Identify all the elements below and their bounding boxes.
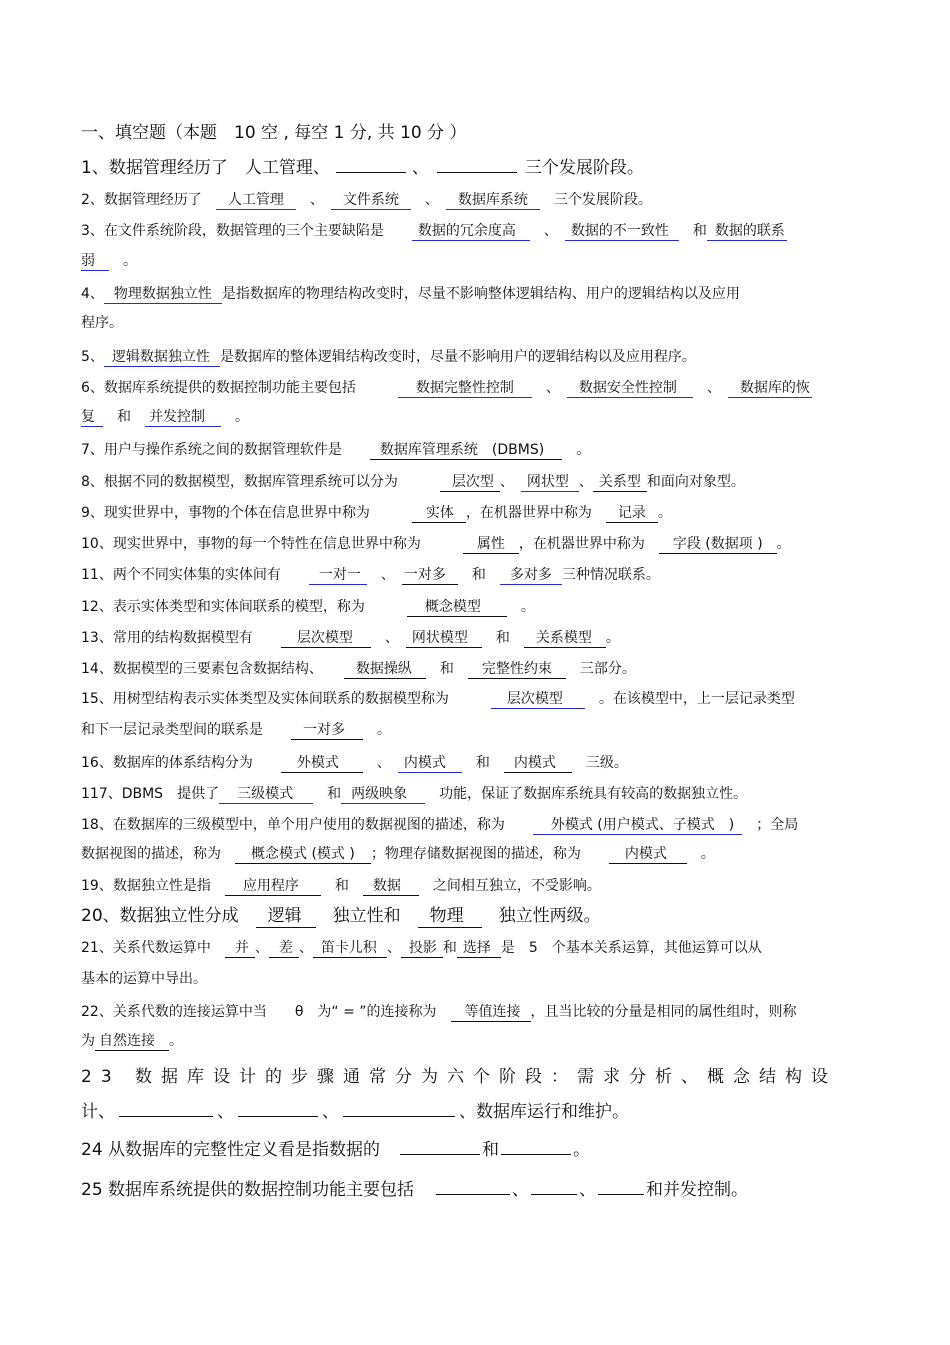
- question-25: 25 数据库系统提供的数据控制功能主要包括 、 、 和并发控制。: [81, 1180, 749, 1200]
- answer: 数据的不一致性: [565, 222, 679, 241]
- question-23: 23 数据库设计的步骤通常分为六个阶段：需求分析、概念结构设: [81, 1067, 838, 1087]
- question-12: 12、表示实体类型和实体间联系的模型，称为 概念模型 。: [81, 599, 535, 615]
- question-4-cont: 程序。: [81, 315, 123, 331]
- answer: 实体: [412, 504, 466, 523]
- answer: 笛卡儿积: [313, 939, 387, 958]
- answer: 层次模型: [281, 629, 371, 648]
- answer: 一对一: [309, 566, 367, 585]
- answer: 并: [225, 939, 255, 958]
- answer: 网状模型: [406, 629, 482, 648]
- blank[interactable]: [238, 1101, 318, 1117]
- question-5: 5、 逻辑数据独立性 是数据库的整体逻辑结构改变时，尽量不影响用户的逻辑结构以及应用程序。: [81, 349, 696, 365]
- answer: 记录: [606, 504, 658, 523]
- answer: 逻辑数据独立性: [104, 348, 220, 367]
- answer: 概念模式 (模式 ): [235, 845, 371, 864]
- question-23-cont: 计、 、 、 、数据库运行和维护。: [81, 1102, 629, 1122]
- answer: 数据完整性控制: [398, 379, 532, 398]
- answer: 人工管理: [216, 191, 296, 210]
- answer: 完整性约束: [468, 660, 566, 679]
- question-2: 2、数据管理经历了 人工管理 、 文件系统 、 数据库系统 三个发展阶段。: [81, 192, 652, 208]
- question-1: 1、数据管理经历了 人工管理、 、 三个发展阶段。: [81, 158, 644, 178]
- question-6-cont: 复 和 并发控制 。: [81, 409, 249, 425]
- question-21: 21、关系代数运算中 并 、 差 、 笛卡儿积 、 投影 和 选择 是 5 个基本关系运算，其他运算可以从: [81, 940, 762, 956]
- answer: 等值连接: [451, 1003, 531, 1022]
- blank[interactable]: [531, 1179, 577, 1195]
- blank[interactable]: [598, 1179, 644, 1195]
- answer: 属性: [463, 535, 519, 554]
- answer: 内模式: [504, 754, 572, 773]
- question-17: 117、DBMS 提供了 三级模式 和 两级映象 功能，保证了数据库系统具有较高的数据独立性。: [81, 786, 748, 802]
- question-3-cont: 弱 。: [81, 253, 137, 269]
- answer: 两级映象: [341, 785, 425, 804]
- answer: 外模式 (用户模式、子模式 ): [533, 816, 742, 835]
- answer: 概念模型: [407, 598, 507, 617]
- question-11: 11、两个不同实体集的实体间有 一对一 、 一对多 和 多对多 三种情况联系。: [81, 567, 660, 583]
- answer: 数据: [363, 877, 419, 896]
- question-22: 22、关系代数的连接运算中当 θ 为“ = ”的连接称为 等值连接 ，且当比较的分量是相同的属性组时，则称: [81, 1004, 797, 1020]
- answer: 数据的冗余度高: [412, 222, 530, 241]
- question-24: 24 从数据库的完整性定义看是指数据的 和 。: [81, 1140, 591, 1160]
- question-10: 10、现实世界中，事物的每一个特性在信息世界中称为 属性 ，在机器世界中称为 字段 (数据项 ) 。: [81, 536, 791, 552]
- question-14: 14、数据模型的三要素包含数据结构、 数据操纵 和 完整性约束 三部分。: [81, 661, 636, 677]
- answer: 网状型: [521, 473, 579, 492]
- section-header: 一、填空题（本题 10 空 , 每空 1 分, 共 10 分 ）: [81, 123, 467, 143]
- answer: 层次模型: [491, 690, 585, 709]
- answer: 数据库的恢: [728, 379, 812, 398]
- answer: 投影: [401, 939, 443, 958]
- answer: 选择: [457, 939, 501, 958]
- answer: 内模式: [398, 754, 462, 773]
- blank[interactable]: [436, 1179, 510, 1195]
- answer: 一对多: [402, 566, 458, 585]
- answer: 数据的联系: [707, 222, 787, 241]
- question-19: 19、数据独立性是指 应用程序 和 数据 之间相互独立，不受影响。: [81, 878, 601, 894]
- answer: 物理: [418, 905, 482, 928]
- answer: 数据库系统: [446, 191, 540, 210]
- answer: 关系模型: [524, 629, 606, 648]
- question-6: 6、数据库系统提供的数据控制功能主要包括 数据完整性控制 、 数据安全性控制 、 数据库的恢: [81, 380, 810, 396]
- answer: 外模式: [281, 754, 363, 773]
- blank[interactable]: [400, 1139, 480, 1155]
- answer: 关系型: [593, 473, 647, 492]
- answer: 差: [269, 939, 299, 958]
- answer: 文件系统: [331, 191, 411, 210]
- blank[interactable]: [437, 157, 517, 173]
- question-8: 8、根据不同的数据模型，数据库管理系统可以分为 层次型 、 网状型 、 关系型 和面向对象型。: [81, 474, 745, 490]
- answer: 数据操纵: [344, 660, 426, 679]
- answer: 弱: [81, 252, 109, 271]
- question-21-cont: 基本的运算中导出。: [81, 971, 207, 987]
- question-4: 4、 物理数据独立性 是指数据库的物理结构改变时，尽量不影响整体逻辑结构、用户的逻辑结构以及应用: [81, 286, 740, 302]
- question-15: 15、用树型结构表示实体类型及实体间联系的数据模型称为 层次模型 。在该模型中，上一层记录类型: [81, 691, 795, 707]
- blank[interactable]: [119, 1101, 213, 1117]
- blank[interactable]: [336, 157, 406, 173]
- answer: 层次型: [440, 473, 500, 492]
- answer: 数据库管理系统 (DBMS): [370, 441, 562, 460]
- answer: 并发控制: [145, 408, 221, 427]
- answer: 物理数据独立性: [104, 285, 222, 304]
- question-18: 18、在数据库的三级模型中，单个用户使用的数据视图的描述，称为 外模式 (用户模式、子模式 ) ；全局: [81, 817, 799, 833]
- answer: 数据安全性控制: [567, 379, 693, 398]
- answer: 字段 (数据项 ): [659, 535, 777, 554]
- answer: 逻辑: [256, 905, 316, 928]
- question-9: 9、现实世界中，事物的个体在信息世界中称为 实体 ，在机器世界中称为 记录 。: [81, 505, 672, 521]
- answer: 三级模式: [219, 785, 313, 804]
- question-20: 20、数据独立性分成 逻辑 独立性和 物理 独立性两级。: [81, 906, 601, 926]
- question-16: 16、数据库的体系结构分为 外模式 、 内模式 和 内模式 三级。: [81, 755, 628, 771]
- question-15-cont: 和下一层记录类型间的联系是 一对多 。: [81, 722, 391, 738]
- answer: 一对多: [291, 721, 363, 740]
- blank[interactable]: [343, 1101, 455, 1117]
- question-18-cont: 数据视图的描述，称为 概念模式 (模式 ) ；物理存储数据视图的描述，称为 内模式 。: [81, 846, 715, 862]
- blank[interactable]: [501, 1139, 571, 1155]
- answer: 复: [81, 408, 103, 427]
- answer: 应用程序: [225, 877, 321, 896]
- question-3: 3、在文件系统阶段，数据管理的三个主要缺陷是 数据的冗余度高 、 数据的不一致性 和 数据的联系: [81, 223, 785, 239]
- answer: 内模式: [609, 845, 687, 864]
- question-22-cont: 为 自然连接 。: [81, 1033, 183, 1049]
- question-13: 13、常用的结构数据模型有 层次模型 、 网状模型 和 关系模型 。: [81, 630, 620, 646]
- answer: 自然连接: [95, 1032, 169, 1051]
- question-7: 7、用户与操作系统之间的数据管理软件是 数据库管理系统 (DBMS) 。: [81, 442, 591, 458]
- answer: 多对多: [500, 566, 562, 585]
